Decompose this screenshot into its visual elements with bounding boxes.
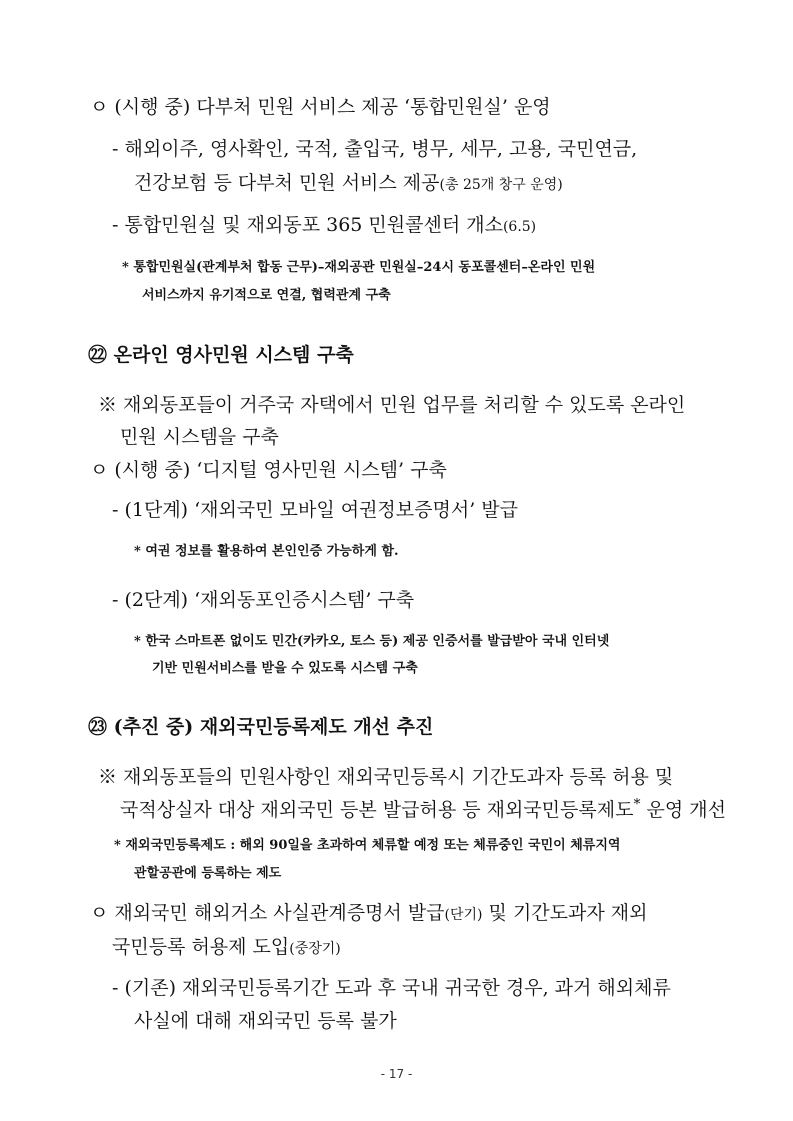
dash-agencies-line2: [134, 168, 563, 195]
note-stage1: * 여권 정보를 활용하여 본인인증 가능하게 함.: [134, 544, 399, 559]
dash-callcenter-date: (6.5): [502, 219, 537, 235]
bullet-residence-cert-line1: [90, 898, 647, 925]
ref-registration-text: 국적상실자 대상 재외국민 등본 발급허용 등 재외국민등록제도: [120, 799, 634, 821]
bullet-integrated-office: ㅇ (시행 중) 다부처 민원 서비스 제공 ‘통합민원실’ 운영: [90, 96, 551, 118]
note-stage2-line1: * 한국 스마트폰 없이도 민간(카카오, 토스 등) 제공 인증서를 발급받아 국내 인터넷: [134, 634, 610, 649]
dash-existing-line2: 사실에 대해 재외국민 등록 불가: [134, 1010, 397, 1032]
dash-agencies-line1: - 해외이주, 영사확인, 국적, 출입국, 병무, 세무, 고용, 국민연금,: [112, 138, 638, 160]
bullet-short-term: (단기): [444, 907, 483, 923]
dash-callcenter-text: - 통합민원실 및 재외동포 365 민원콜센터 개소: [112, 214, 503, 236]
ref-registration-line1: ※ 재외동포들의 민원사항인 재외국민등록시 기간도과자 등록 허용 및: [98, 766, 674, 788]
bullet-digital-system: ㅇ (시행 중) ‘디지털 영사민원 시스템’ 구축: [90, 459, 447, 481]
note-stage2-line2: 기반 민원서비스를 받을 수 있도록 시스템 구축: [152, 661, 418, 676]
dash-agencies-note: (총 25개 창구 운영): [439, 177, 563, 193]
note-cooperation-line1: * 통합민원실(관계부처 합동 근무)–재외공관 민원실–24시 동포콜센터–온라인 민원: [122, 260, 596, 275]
ref-online-line1: ※ 재외동포들이 거주국 자택에서 민원 업무를 처리할 수 있도록 온라인: [98, 394, 686, 416]
dash-existing-line1: - (기존) 재외국민등록기간 도과 후 국내 귀국한 경우, 과거 해외체류: [112, 977, 671, 999]
dash-stage2: - (2단계) ‘재외동포인증시스템’ 구축: [112, 589, 415, 611]
ref-online-line2: 민원 시스템을 구축: [120, 426, 279, 448]
note-registration-line2: 관할공관에 등록하는 제도: [134, 866, 282, 881]
dash-stage1: - (1단계) ‘재외국민 모바일 여권정보증명서’ 발급: [112, 499, 518, 521]
dash-callcenter: [112, 210, 536, 237]
dash-agencies-text: 건강보험 등 다부처 민원 서비스 제공: [134, 172, 440, 194]
bullet-residence-cert-text: ㅇ 재외국민 해외거소 사실관계증명서 발급: [90, 902, 445, 924]
bullet-residence-cert-line2: [112, 932, 341, 959]
note-cooperation-line2: 서비스까지 유기적으로 연결, 협력관계 구축: [142, 288, 391, 303]
bullet-mid-long-term: (중장기): [289, 941, 341, 957]
page-number: - 17 -: [380, 1067, 413, 1081]
heading-online-system: ㉒ 온라인 영사민원 시스템 구축: [88, 344, 354, 366]
ref-registration-line2: [120, 795, 726, 822]
bullet-residence-cert-tail: 및 기간도과자 재외: [482, 902, 648, 924]
note-registration-line1: * 재외국민등록제도 : 해외 90일을 초과하여 체류할 예정 또는 체류중인 국민이 체류지역: [114, 838, 621, 853]
ref-registration-footnote-mark: *: [633, 796, 641, 813]
heading-registration-reform: ㉓ (추진 중) 재외국민등록제도 개선 추진: [88, 716, 434, 738]
bullet-allow-registration: 국민등록 허용제 도입: [112, 936, 290, 958]
ref-registration-tail: 운영 개선: [640, 799, 726, 821]
